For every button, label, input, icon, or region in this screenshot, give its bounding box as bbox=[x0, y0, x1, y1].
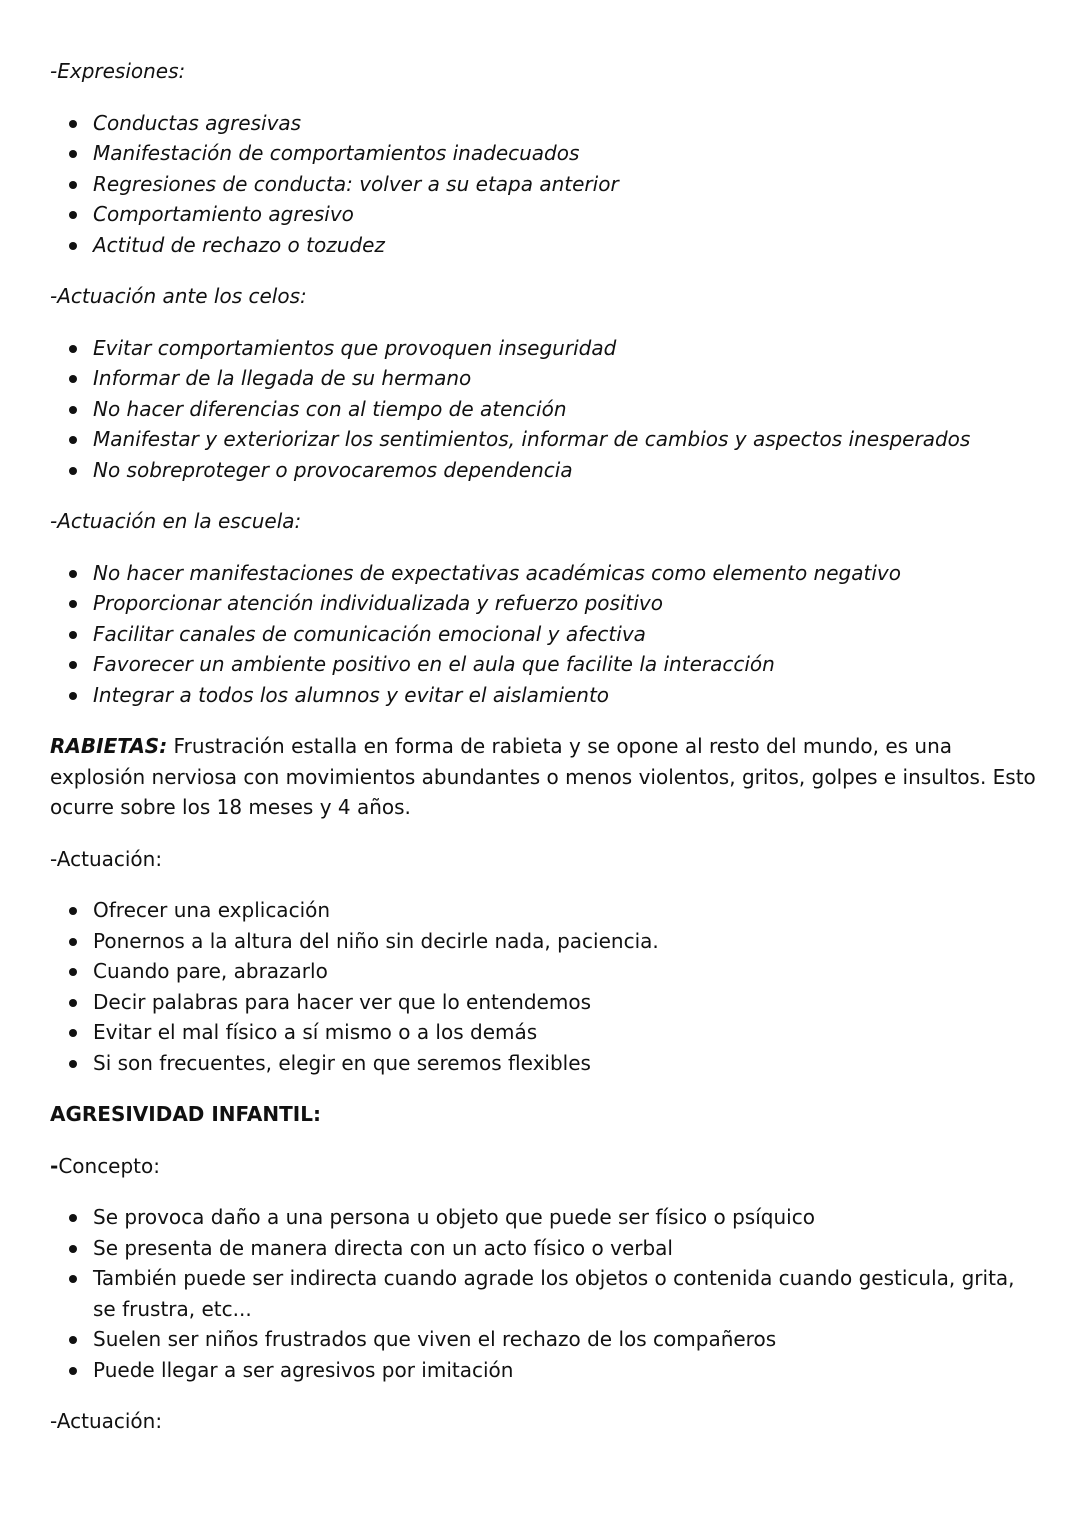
list-item: No sobreproteger o provocaremos dependencia bbox=[50, 455, 1040, 486]
list-item: Informar de la llegada de su hermano bbox=[50, 363, 1040, 394]
rabietas-text: Frustración estalla en forma de rabieta y se opone al resto del mundo, es una explosión nerviosa con movimientos abundantes o menos violentos, gritos, golpes e insultos. Esto ocurre sobre los 18 meses y 4 años. bbox=[50, 734, 1036, 819]
list-item: Cuando pare, abrazarlo bbox=[50, 956, 1040, 987]
list-item: Proporcionar atención individualizada y refuerzo positivo bbox=[50, 588, 1040, 619]
list-item: No hacer diferencias con al tiempo de atención bbox=[50, 394, 1040, 425]
list-item: También puede ser indirecta cuando agrade los objetos o contenida cuando gesticula, grita, se frustra, etc... bbox=[50, 1263, 1040, 1324]
list-actuacion-escuela bbox=[50, 558, 1040, 711]
list-item: Regresiones de conducta: volver a su etapa anterior bbox=[50, 169, 1040, 200]
section-heading-actuacion-final: -Actuación: bbox=[50, 1409, 163, 1433]
list-item: Conductas agresivas bbox=[50, 108, 1040, 139]
concepto-label: Concepto: bbox=[58, 1153, 161, 1178]
list-item: Se provoca daño a una persona u objeto que puede ser físico o psíquico bbox=[50, 1202, 1040, 1233]
list-expresiones bbox=[50, 108, 1040, 261]
list-item: Facilitar canales de comunicación emocional y afectiva bbox=[50, 619, 1040, 650]
list-item: Ofrecer una explicación bbox=[50, 895, 1040, 926]
section-heading-concepto bbox=[50, 1151, 1040, 1182]
section-heading-actuacion-celos: -Actuación ante los celos: bbox=[50, 284, 307, 308]
list-item: Suelen ser niños frustrados que viven el rechazo de los compañeros bbox=[50, 1324, 1040, 1355]
list-item: No hacer manifestaciones de expectativas académicas como elemento negativo bbox=[50, 558, 1040, 589]
concepto-dash: - bbox=[50, 1153, 59, 1178]
list-item: Integrar a todos los alumnos y evitar el aislamiento bbox=[50, 680, 1040, 711]
list-item: Manifestación de comportamientos inadecuados bbox=[50, 138, 1040, 169]
rabietas-paragraph bbox=[50, 731, 1040, 823]
list-item: Manifestar y exteriorizar los sentimientos, informar de cambios y aspectos inesperados bbox=[50, 424, 1040, 455]
list-concepto bbox=[50, 1202, 1040, 1385]
list-item: Puede llegar a ser agresivos por imitación bbox=[50, 1355, 1040, 1386]
list-item: Si son frecuentes, elegir en que seremos flexibles bbox=[50, 1048, 1040, 1079]
list-item: Evitar el mal físico a sí mismo o a los demás bbox=[50, 1017, 1040, 1048]
list-actuacion-rabietas bbox=[50, 895, 1040, 1078]
list-item: Evitar comportamientos que provoquen inseguridad bbox=[50, 333, 1040, 364]
list-item: Actitud de rechazo o tozudez bbox=[50, 230, 1040, 261]
list-item: Favorecer un ambiente positivo en el aula que facilite la interacción bbox=[50, 649, 1040, 680]
section-heading-actuacion-escuela: -Actuación en la escuela: bbox=[50, 509, 302, 533]
agresividad-title: AGRESIVIDAD INFANTIL: bbox=[50, 1102, 321, 1126]
list-item: Ponernos a la altura del niño sin decirle nada, paciencia. bbox=[50, 926, 1040, 957]
rabietas-label: RABIETAS: bbox=[50, 734, 168, 758]
list-item: Decir palabras para hacer ver que lo entendemos bbox=[50, 987, 1040, 1018]
list-item: Comportamiento agresivo bbox=[50, 199, 1040, 230]
list-actuacion-celos bbox=[50, 333, 1040, 486]
section-heading-actuacion-rabietas: -Actuación: bbox=[50, 846, 163, 871]
section-heading-expresiones: -Expresiones: bbox=[50, 59, 186, 83]
list-item: Se presenta de manera directa con un acto físico o verbal bbox=[50, 1233, 1040, 1264]
document-page bbox=[50, 56, 1040, 1458]
